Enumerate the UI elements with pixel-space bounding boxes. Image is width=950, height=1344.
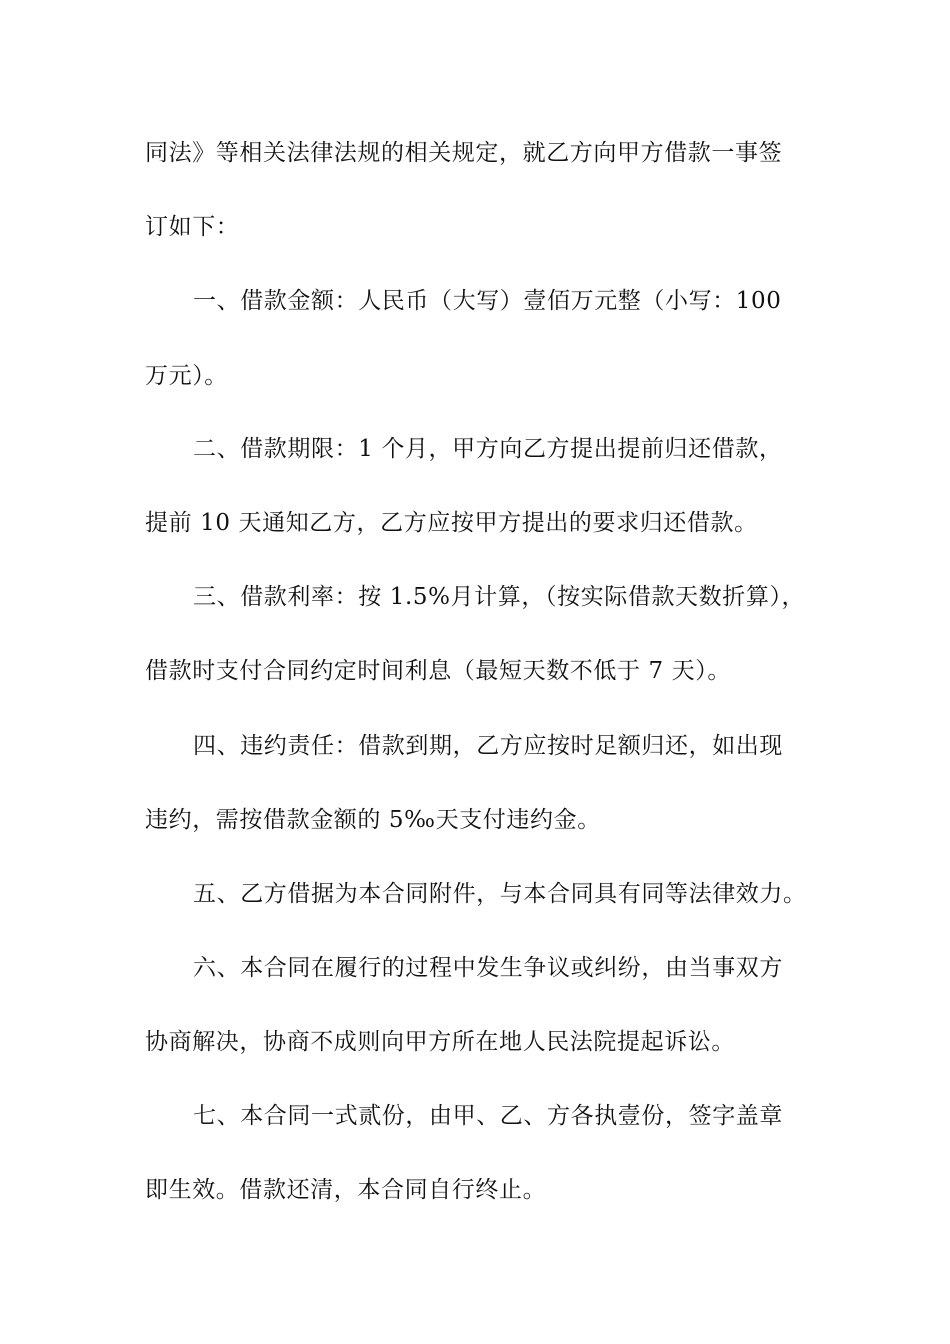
clause-4-line: 四、违约责任：借款到期，乙方应按时足额归还，如出现 (193, 733, 783, 759)
text-line: 同法》等相关法律法规的相关规定，就乙方向甲方借款一事签 (145, 140, 783, 166)
clause-5-line: 五、乙方借据为本合同附件，与本合同具有同等法律效力。 (193, 881, 807, 907)
clause-3-line: 三、借款利率：按 1.5%月计算，（按实际借款天数折算）， (193, 584, 806, 610)
text-line: 借款时支付合同约定时间利息（最短天数不低于 7 天）。 (145, 658, 731, 684)
clause-2-line: 二、借款期限：1 个月，甲方向乙方提出提前归还借款， (193, 436, 783, 462)
clause-1-line: 一、借款金额：人民币（大写）壹佰万元整（小写：100 (193, 288, 782, 314)
text-line: 违约，需按借款金额的 5‰天支付违约金。 (145, 807, 601, 833)
text-line: 订如下： (145, 214, 240, 240)
text-line: 协商解决，协商不成则向甲方所在地人民法院提起诉讼。 (145, 1029, 735, 1055)
clause-7-line: 七、本合同一式贰份，由甲、乙、方各执壹份，签字盖章 (193, 1103, 783, 1129)
text-line: 即生效。借款还清，本合同自行终止。 (145, 1177, 547, 1203)
text-line: 提前 10 天通知乙方，乙方应按甲方提出的要求归还借款。 (145, 510, 758, 536)
text-line: 万元）。 (145, 363, 228, 389)
clause-6-line: 六、本合同在履行的过程中发生争议或纠纷，由当事双方 (193, 955, 783, 981)
